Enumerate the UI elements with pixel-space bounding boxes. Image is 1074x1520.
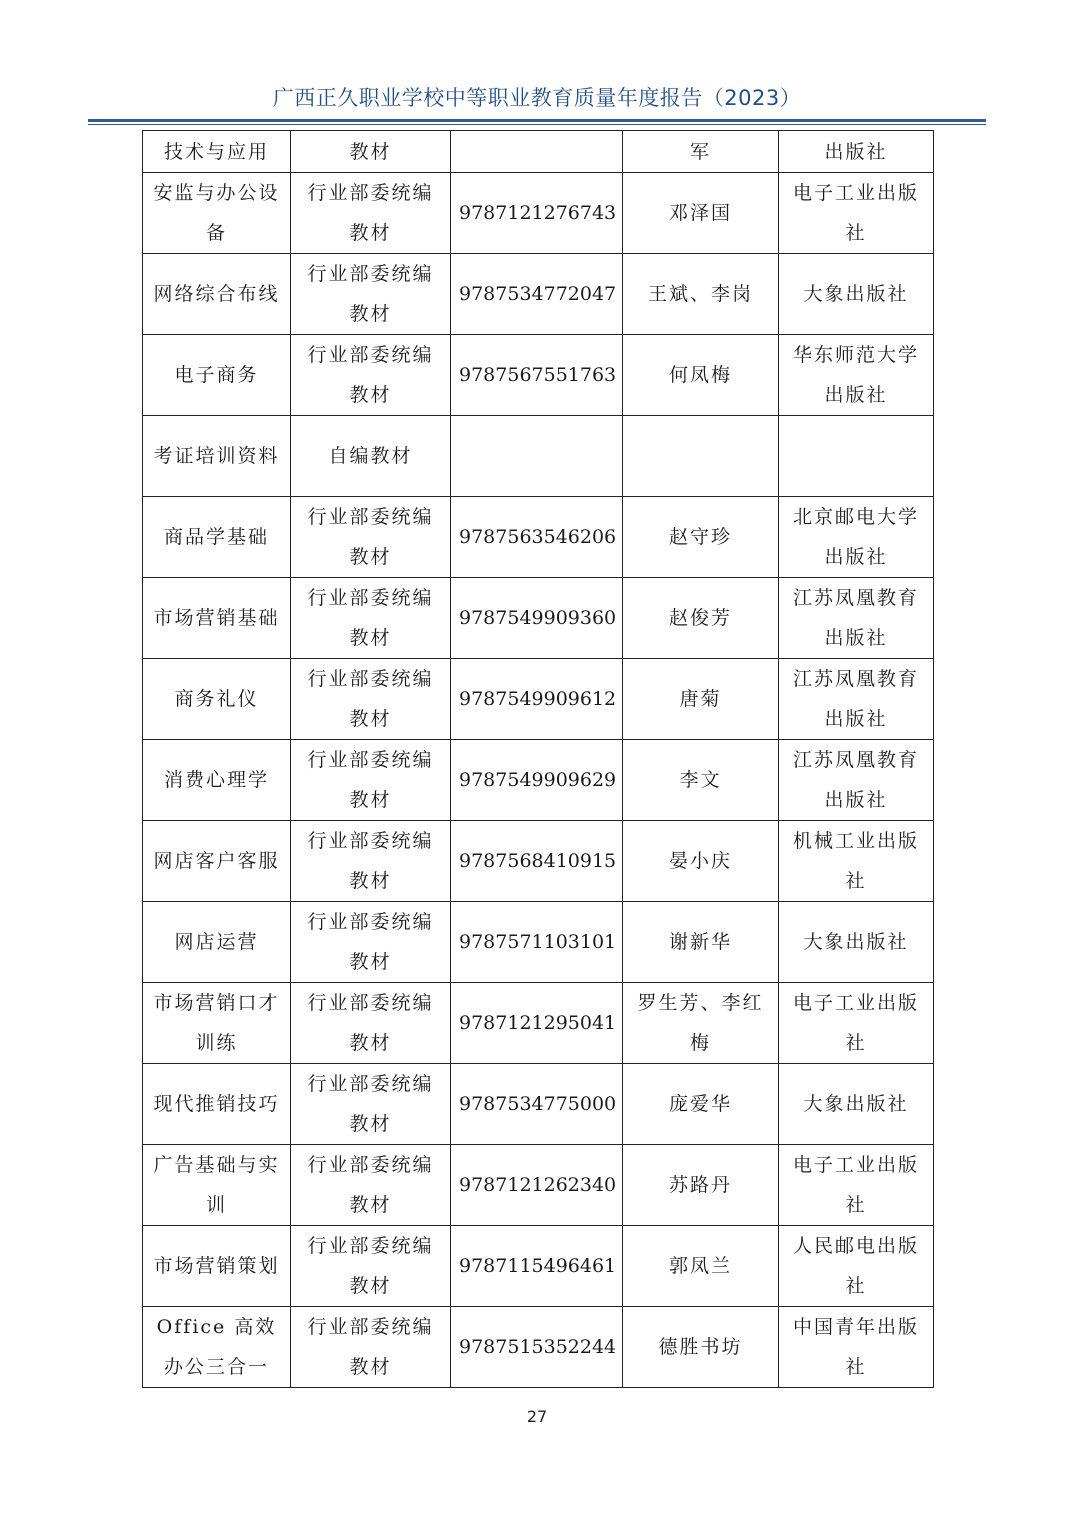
author-cell: 何凤梅	[623, 335, 779, 416]
material-type-cell: 行业部委统编教材	[291, 254, 451, 335]
course-cell: 网络综合布线	[143, 254, 291, 335]
publisher-cell: 电子工业出版社	[779, 1145, 934, 1226]
publisher-cell: 华东师范大学出版社	[779, 335, 934, 416]
isbn-cell: 9787534772047	[451, 254, 623, 335]
publisher-cell: 电子工业出版社	[779, 983, 934, 1064]
material-type-cell: 行业部委统编教材	[291, 173, 451, 254]
material-type-cell: 行业部委统编教材	[291, 740, 451, 821]
course-cell: 广告基础与实训	[143, 1145, 291, 1226]
material-type-cell: 行业部委统编教材	[291, 821, 451, 902]
material-type-cell: 自编教材	[291, 416, 451, 497]
isbn-cell: 9787515352244	[451, 1307, 623, 1388]
isbn-cell: 9787568410915	[451, 821, 623, 902]
table-row	[143, 1226, 934, 1307]
table-row	[143, 254, 934, 335]
material-type-cell: 行业部委统编教材	[291, 335, 451, 416]
isbn-cell: 9787121262340	[451, 1145, 623, 1226]
table-row	[143, 740, 934, 821]
publisher-cell: 出版社	[779, 131, 934, 173]
table-row	[143, 335, 934, 416]
publisher-cell: 北京邮电大学出版社	[779, 497, 934, 578]
author-cell: 晏小庆	[623, 821, 779, 902]
page-number: 27	[526, 1407, 548, 1426]
header-divider-thick	[88, 119, 986, 122]
isbn-cell: 9787121276743	[451, 173, 623, 254]
author-cell: 邓泽国	[623, 173, 779, 254]
isbn-cell: 9787567551763	[451, 335, 623, 416]
author-cell: 李文	[623, 740, 779, 821]
publisher-cell: 江苏凤凰教育出版社	[779, 578, 934, 659]
isbn-cell: 9787549909629	[451, 740, 623, 821]
material-type-cell: 行业部委统编教材	[291, 902, 451, 983]
course-cell: 现代推销技巧	[143, 1064, 291, 1145]
isbn-cell	[451, 416, 623, 497]
course-cell: Office 高效办公三合一	[143, 1307, 291, 1388]
material-type-cell: 行业部委统编教材	[291, 1307, 451, 1388]
isbn-cell: 9787549909612	[451, 659, 623, 740]
material-type-cell: 行业部委统编教材	[291, 578, 451, 659]
table-row	[143, 416, 934, 497]
author-cell: 王斌、李岗	[623, 254, 779, 335]
publisher-cell: 人民邮电出版社	[779, 1226, 934, 1307]
table-row	[143, 821, 934, 902]
isbn-cell: 9787534775000	[451, 1064, 623, 1145]
course-cell: 消费心理学	[143, 740, 291, 821]
author-cell	[623, 416, 779, 497]
author-cell: 唐菊	[623, 659, 779, 740]
table-row	[143, 1064, 934, 1145]
course-cell: 安监与办公设备	[143, 173, 291, 254]
publisher-cell	[779, 416, 934, 497]
material-type-cell: 行业部委统编教材	[291, 1064, 451, 1145]
author-cell: 罗生芳、李红梅	[623, 983, 779, 1064]
publisher-cell: 大象出版社	[779, 902, 934, 983]
author-cell: 谢新华	[623, 902, 779, 983]
table-row	[143, 902, 934, 983]
textbook-table	[142, 130, 934, 1388]
course-cell: 网店运营	[143, 902, 291, 983]
report-header-title: 广西正久职业学校中等职业教育质量年度报告（2023）	[272, 86, 802, 110]
material-type-cell: 教材	[291, 131, 451, 173]
table-row	[143, 983, 934, 1064]
author-cell: 赵守珍	[623, 497, 779, 578]
isbn-cell: 9787563546206	[451, 497, 623, 578]
publisher-cell: 机械工业出版社	[779, 821, 934, 902]
publisher-cell: 江苏凤凰教育出版社	[779, 740, 934, 821]
publisher-cell: 中国青年出版社	[779, 1307, 934, 1388]
table-row	[143, 131, 934, 173]
table-row	[143, 497, 934, 578]
author-cell: 德胜书坊	[623, 1307, 779, 1388]
course-cell: 电子商务	[143, 335, 291, 416]
publisher-cell: 电子工业出版社	[779, 173, 934, 254]
course-cell: 商品学基础	[143, 497, 291, 578]
material-type-cell: 行业部委统编教材	[291, 1145, 451, 1226]
isbn-cell	[451, 131, 623, 173]
table-row	[143, 173, 934, 254]
course-cell: 商务礼仪	[143, 659, 291, 740]
material-type-cell: 行业部委统编教材	[291, 983, 451, 1064]
author-cell: 军	[623, 131, 779, 173]
course-cell: 考证培训资料	[143, 416, 291, 497]
author-cell: 郭凤兰	[623, 1226, 779, 1307]
textbook-table-body	[143, 131, 934, 1388]
header-divider-thin	[88, 124, 986, 125]
table-row	[143, 1307, 934, 1388]
course-cell: 网店客户客服	[143, 821, 291, 902]
publisher-cell: 大象出版社	[779, 1064, 934, 1145]
author-cell: 庞爱华	[623, 1064, 779, 1145]
table-row	[143, 578, 934, 659]
material-type-cell: 行业部委统编教材	[291, 659, 451, 740]
isbn-cell: 9787549909360	[451, 578, 623, 659]
material-type-cell: 行业部委统编教材	[291, 497, 451, 578]
course-cell: 技术与应用	[143, 131, 291, 173]
author-cell: 赵俊芳	[623, 578, 779, 659]
table-row	[143, 1145, 934, 1226]
publisher-cell: 大象出版社	[779, 254, 934, 335]
publisher-cell: 江苏凤凰教育出版社	[779, 659, 934, 740]
table-row	[143, 659, 934, 740]
course-cell: 市场营销基础	[143, 578, 291, 659]
isbn-cell: 9787571103101	[451, 902, 623, 983]
isbn-cell: 9787115496461	[451, 1226, 623, 1307]
isbn-cell: 9787121295041	[451, 983, 623, 1064]
material-type-cell: 行业部委统编教材	[291, 1226, 451, 1307]
author-cell: 苏路丹	[623, 1145, 779, 1226]
course-cell: 市场营销策划	[143, 1226, 291, 1307]
course-cell: 市场营销口才训练	[143, 983, 291, 1064]
